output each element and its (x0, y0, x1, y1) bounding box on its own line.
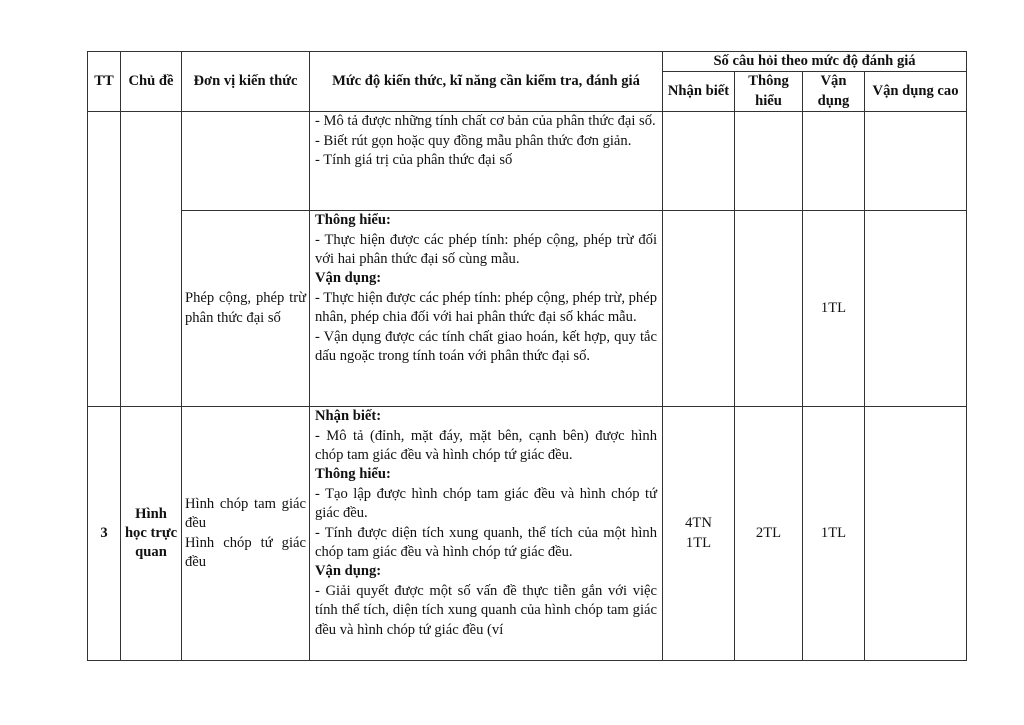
count-van-dung-cao (865, 407, 967, 661)
count-nhan-biet (663, 112, 735, 211)
description-line: - Mô tả (đỉnh, mặt đáy, mặt bên, cạnh bên) được hình chóp tam giác đều và hình chóp tứ giác đều. (315, 427, 657, 464)
description-cell (310, 407, 663, 661)
count-van-dung-cao (865, 211, 967, 407)
count-nhan-biet (663, 211, 735, 407)
description-line: - Mô tả được những tính chất cơ bản của phân thức đại số. (315, 113, 656, 130)
level-heading: Vận dụng: (315, 270, 382, 287)
header-level-van-dung: Vận dụng (803, 72, 865, 112)
header-muc-do: Mức độ kiến thức, kĩ năng cần kiểm tra, đánh giá (310, 52, 663, 112)
level-heading: Thông hiểu: (315, 212, 391, 229)
description-line: - Thực hiện được các phép tính: phép cộng, phép trừ, phép nhân, phép chia đối với hai phân thức đại số khác mẫu. (315, 289, 658, 326)
description-cell (310, 112, 663, 211)
count-thong-hieu (735, 112, 803, 211)
header-don-vi: Đơn vị kiến thức (182, 52, 310, 112)
header-so-cau: Số câu hỏi theo mức độ đánh giá (663, 52, 967, 72)
header-level-van-dung-cao: Vận dụng cao (865, 72, 967, 112)
level-heading: Nhận biết: (315, 408, 382, 425)
unit-cell: Phép cộng, phép trừ phân thức đại số (182, 211, 310, 407)
tt-cell: 3 (88, 407, 121, 661)
description-line: - Giải quyết được một số vấn đề thực tiễn gắn với việc tính thể tích, diện tích xung quanh của hình chóp tam giác đều và hình chóp tứ giác đều (ví (315, 582, 657, 638)
description-line: - Tính giá trị của phân thức đại số (315, 152, 513, 169)
header-tt: TT (88, 52, 121, 112)
header-chu-de: Chủ đề (121, 52, 182, 112)
header-level-nhan-biet: Nhận biết (663, 72, 735, 112)
level-heading: Vận dụng: (315, 563, 382, 580)
description-line: - Tạo lập được hình chóp tam giác đều và hình chóp tứ giác đều. (315, 485, 657, 522)
unit-cell (182, 407, 310, 661)
description-line: - Tính được diện tích xung quanh, thể tích của một hình chóp tam giác đều và hình chóp tứ giác đều. (315, 524, 657, 561)
count-thong-hieu: 2TL (735, 407, 803, 661)
unit-cell (182, 112, 310, 211)
unit-line: Hình chóp tam giác đều (185, 495, 306, 532)
topic-cell: Hình học trực quan (121, 407, 182, 661)
header-level-thong-hieu: Thông hiểu (735, 72, 803, 112)
description-line: - Biết rút gọn hoặc quy đồng mẫu phân thức đơn giản. (315, 132, 632, 149)
count-van-dung: 1TL (803, 211, 865, 407)
description-line: - Thực hiện được các phép tính: phép cộng, phép trừ đối với hai phân thức đại số cùng mẫu. (315, 231, 657, 268)
table-row (88, 112, 967, 211)
unit-line: Hình chóp tứ giác đều (185, 534, 306, 571)
description-line: - Vận dụng được các tính chất giao hoán, kết hợp, quy tắc dấu ngoặc trong tính toán với phân thức đại số. (315, 328, 657, 365)
tt-cell (88, 112, 121, 407)
count-van-dung-cao (865, 112, 967, 211)
assessment-matrix-table (87, 51, 967, 661)
count-van-dung (803, 112, 865, 211)
topic-cell (121, 112, 182, 407)
table-row (88, 407, 967, 661)
count-van-dung: 1TL (803, 407, 865, 661)
table-row (88, 211, 967, 407)
description-cell (310, 211, 663, 407)
level-heading: Thông hiểu: (315, 466, 391, 483)
count-thong-hieu (735, 211, 803, 407)
assessment-matrix-page (87, 51, 967, 661)
count-nhan-biet: 4TN 1TL (663, 407, 735, 661)
